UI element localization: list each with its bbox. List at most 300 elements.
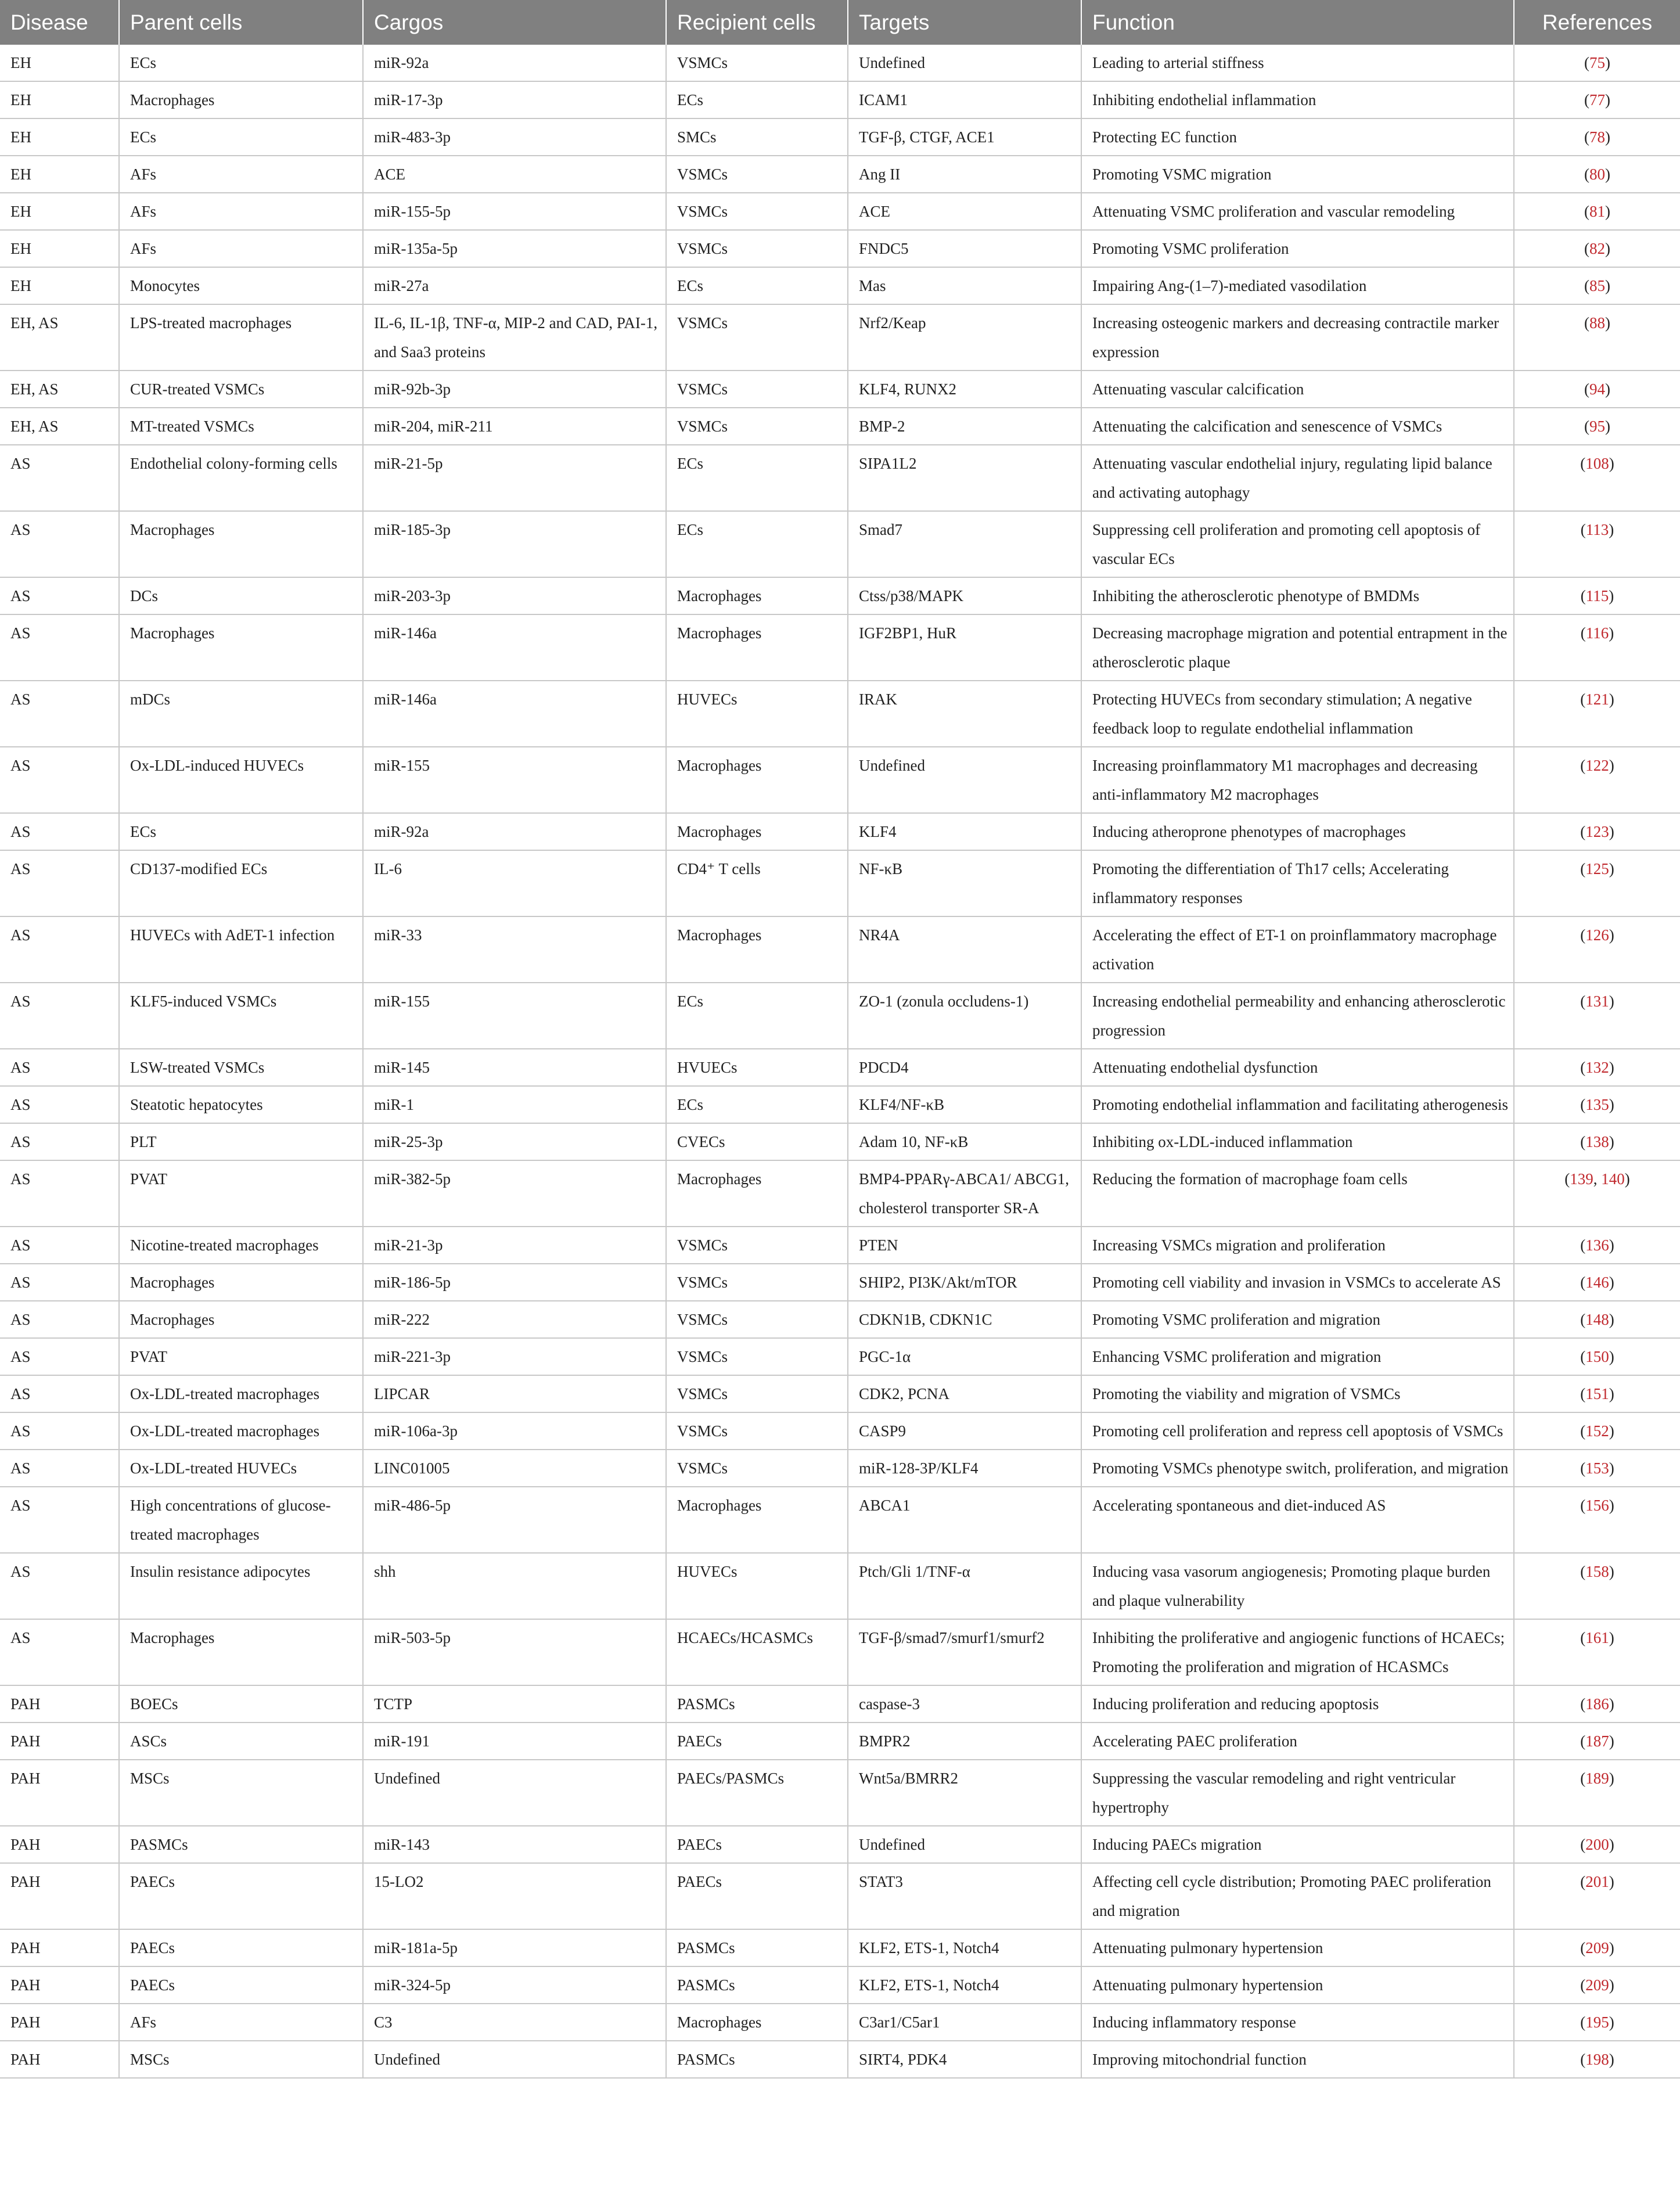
- cell-function: Inducing proliferation and reducing apoptosis: [1081, 1685, 1514, 1723]
- cell-cargos: miR-21-5p: [363, 445, 666, 511]
- cell-targets: CASP9: [848, 1412, 1081, 1450]
- cell-targets: caspase-3: [848, 1685, 1081, 1723]
- cell-disease: EH, AS: [0, 408, 119, 445]
- cell-targets: BMPR2: [848, 1723, 1081, 1760]
- table-row: [0, 2004, 1680, 2041]
- cell-references: (186): [1514, 1685, 1680, 1723]
- cell-references: (121): [1514, 681, 1680, 747]
- cell-targets: Adam 10, NF-κB: [848, 1123, 1081, 1160]
- cell-parent-cells: AFs: [119, 193, 363, 230]
- table-row: [0, 916, 1680, 983]
- cell-function: Suppressing the vascular remodeling and right ventricular hypertrophy: [1081, 1760, 1514, 1826]
- cell-disease: AS: [0, 511, 119, 577]
- reference-link[interactable]: 132: [1585, 1059, 1609, 1076]
- cell-disease: AS: [0, 1487, 119, 1553]
- cell-recipient-cells: HCAECs/HCASMCs: [666, 1619, 848, 1685]
- cell-disease: AS: [0, 1450, 119, 1487]
- cell-recipient-cells: VSMCs: [666, 408, 848, 445]
- cell-function: Accelerating spontaneous and diet-induced AS: [1081, 1487, 1514, 1553]
- cell-parent-cells: PAECs: [119, 1929, 363, 1966]
- cell-references: (122): [1514, 747, 1680, 813]
- cell-cargos: miR-155: [363, 747, 666, 813]
- cell-references: (88): [1514, 304, 1680, 371]
- cell-targets: CDKN1B, CDKN1C: [848, 1301, 1081, 1338]
- cell-function: Inducing atheroprone phenotypes of macrophages: [1081, 813, 1514, 850]
- cell-targets: SHIP2, PI3K/Akt/mTOR: [848, 1264, 1081, 1301]
- cell-recipient-cells: PAECs: [666, 1723, 848, 1760]
- table-row: [0, 813, 1680, 850]
- cell-function: Promoting VSMC proliferation: [1081, 230, 1514, 267]
- reference-link[interactable]: 156: [1585, 1497, 1609, 1514]
- header-row: [0, 0, 1680, 45]
- cell-function: Promoting VSMC migration: [1081, 156, 1514, 193]
- cell-disease: AS: [0, 1412, 119, 1450]
- cell-disease: AS: [0, 614, 119, 681]
- cell-recipient-cells: Macrophages: [666, 916, 848, 983]
- cell-parent-cells: ECs: [119, 45, 363, 81]
- cell-cargos: miR-135a-5p: [363, 230, 666, 267]
- cell-targets: PDCD4: [848, 1049, 1081, 1086]
- cell-recipient-cells: Macrophages: [666, 577, 848, 614]
- cell-targets: PTEN: [848, 1227, 1081, 1264]
- table-row: [0, 850, 1680, 916]
- table-row: [0, 2041, 1680, 2078]
- cell-references: (132): [1514, 1049, 1680, 1086]
- table-row: [0, 1412, 1680, 1450]
- cell-targets: Undefined: [848, 747, 1081, 813]
- table-row: [0, 1685, 1680, 1723]
- cell-cargos: miR-483-3p: [363, 118, 666, 156]
- cell-function: Increasing osteogenic markers and decreasing contractile marker expression: [1081, 304, 1514, 371]
- reference-link[interactable]: 150: [1585, 1348, 1609, 1365]
- reference-link[interactable]: 121: [1585, 691, 1609, 708]
- cell-references: (209): [1514, 1929, 1680, 1966]
- cell-recipient-cells: HVUECs: [666, 1049, 848, 1086]
- cell-targets: ZO-1 (zonula occludens-1): [848, 983, 1081, 1049]
- reference-link[interactable]: 186: [1585, 1695, 1609, 1713]
- cell-targets: BMP-2: [848, 408, 1081, 445]
- cell-recipient-cells: CVECs: [666, 1123, 848, 1160]
- cell-recipient-cells: VSMCs: [666, 230, 848, 267]
- cell-function: Promoting the differentiation of Th17 cells; Accelerating inflammatory responses: [1081, 850, 1514, 916]
- cell-function: Enhancing VSMC proliferation and migration: [1081, 1338, 1514, 1375]
- cell-recipient-cells: PASMCs: [666, 2041, 848, 2078]
- cell-cargos: miR-203-3p: [363, 577, 666, 614]
- cell-disease: PAH: [0, 2004, 119, 2041]
- cell-cargos: TCTP: [363, 1685, 666, 1723]
- cell-cargos: miR-185-3p: [363, 511, 666, 577]
- cell-parent-cells: Endothelial colony-forming cells: [119, 445, 363, 511]
- cell-targets: BMP4-PPARγ-ABCA1/ ABCG1, cholesterol transporter SR-A: [848, 1160, 1081, 1227]
- cell-references: (131): [1514, 983, 1680, 1049]
- cell-parent-cells: KLF5-induced VSMCs: [119, 983, 363, 1049]
- cell-function: Attenuating vascular calcification: [1081, 371, 1514, 408]
- cell-disease: EH: [0, 118, 119, 156]
- table-row: [0, 408, 1680, 445]
- cell-parent-cells: Macrophages: [119, 81, 363, 118]
- reference-link[interactable]: 122: [1585, 757, 1609, 774]
- cell-parent-cells: ECs: [119, 118, 363, 156]
- cell-disease: EH, AS: [0, 371, 119, 408]
- cell-disease: AS: [0, 577, 119, 614]
- reference-link[interactable]: 80: [1589, 166, 1605, 183]
- reference-link[interactable]: 209: [1585, 1939, 1609, 1957]
- cell-targets: ICAM1: [848, 81, 1081, 118]
- cell-cargos: 15-LO2: [363, 1863, 666, 1929]
- cell-disease: AS: [0, 1619, 119, 1685]
- cell-parent-cells: PLT: [119, 1123, 363, 1160]
- table-row: [0, 1264, 1680, 1301]
- cell-cargos: miR-25-3p: [363, 1123, 666, 1160]
- cell-references: (81): [1514, 193, 1680, 230]
- table-row: [0, 1760, 1680, 1826]
- reference-link[interactable]: 209: [1585, 1976, 1609, 1994]
- reference-link[interactable]: 200: [1585, 1836, 1609, 1853]
- cell-function: Increasing proinflammatory M1 macrophages and decreasing anti-inflammatory M2 macrophages: [1081, 747, 1514, 813]
- cell-function: Promoting cell viability and invasion in VSMCs to accelerate AS: [1081, 1264, 1514, 1301]
- table-row: [0, 1301, 1680, 1338]
- cell-recipient-cells: ECs: [666, 267, 848, 304]
- table-row: [0, 1553, 1680, 1619]
- cell-disease: EH: [0, 45, 119, 81]
- cell-disease: EH: [0, 267, 119, 304]
- reference-link[interactable]: 85: [1589, 277, 1605, 294]
- cell-references: (148): [1514, 1301, 1680, 1338]
- table-row: [0, 1338, 1680, 1375]
- cell-references: (201): [1514, 1863, 1680, 1929]
- table-row: [0, 681, 1680, 747]
- reference-link[interactable]: 153: [1585, 1459, 1609, 1477]
- cell-recipient-cells: VSMCs: [666, 1450, 848, 1487]
- reference-link[interactable]: 140: [1601, 1170, 1625, 1188]
- cell-function: Decreasing macrophage migration and potential entrapment in the atherosclerotic plaque: [1081, 614, 1514, 681]
- cell-references: (195): [1514, 2004, 1680, 2041]
- header-parent-cells: Parent cells: [119, 0, 363, 45]
- cell-cargos: miR-486-5p: [363, 1487, 666, 1553]
- cell-disease: AS: [0, 916, 119, 983]
- cell-function: Reducing the formation of macrophage foam cells: [1081, 1160, 1514, 1227]
- cell-references: (153): [1514, 1450, 1680, 1487]
- cell-targets: miR-128-3P/KLF4: [848, 1450, 1081, 1487]
- reference-link[interactable]: 77: [1589, 91, 1605, 109]
- reference-link[interactable]: 115: [1585, 587, 1609, 605]
- table-row: [0, 45, 1680, 81]
- cell-parent-cells: Ox-LDL-treated macrophages: [119, 1412, 363, 1450]
- cell-cargos: IL-6: [363, 850, 666, 916]
- cell-cargos: miR-503-5p: [363, 1619, 666, 1685]
- cell-function: Increasing endothelial permeability and enhancing atherosclerotic progression: [1081, 983, 1514, 1049]
- table-row: [0, 193, 1680, 230]
- cell-recipient-cells: VSMCs: [666, 193, 848, 230]
- table-row: [0, 1160, 1680, 1227]
- cell-targets: STAT3: [848, 1863, 1081, 1929]
- cell-disease: AS: [0, 1301, 119, 1338]
- cell-cargos: miR-146a: [363, 681, 666, 747]
- reference-link[interactable]: 78: [1589, 128, 1605, 146]
- cell-targets: Undefined: [848, 1826, 1081, 1863]
- cell-recipient-cells: Macrophages: [666, 2004, 848, 2041]
- cell-references: (187): [1514, 1723, 1680, 1760]
- cell-targets: Ctss/p38/MAPK: [848, 577, 1081, 614]
- cell-targets: NR4A: [848, 916, 1081, 983]
- reference-link[interactable]: 158: [1585, 1563, 1609, 1580]
- table-row: [0, 1086, 1680, 1123]
- cell-disease: EH: [0, 193, 119, 230]
- cell-recipient-cells: Macrophages: [666, 747, 848, 813]
- table-row: [0, 747, 1680, 813]
- cell-function: Inhibiting the proliferative and angiogenic functions of HCAECs; Promoting the proliferation and migration of HCASMCs: [1081, 1619, 1514, 1685]
- cell-function: Inducing vasa vasorum angiogenesis; Promoting plaque burden and plaque vulnerability: [1081, 1553, 1514, 1619]
- cell-recipient-cells: ECs: [666, 511, 848, 577]
- cell-targets: Wnt5a/BMRR2: [848, 1760, 1081, 1826]
- cell-disease: AS: [0, 1123, 119, 1160]
- cell-parent-cells: PVAT: [119, 1338, 363, 1375]
- cell-references: (115): [1514, 577, 1680, 614]
- cell-function: Impairing Ang-(1–7)-mediated vasodilation: [1081, 267, 1514, 304]
- cell-recipient-cells: PASMCs: [666, 1929, 848, 1966]
- cell-function: Affecting cell cycle distribution; Promoting PAEC proliferation and migration: [1081, 1863, 1514, 1929]
- cell-parent-cells: Macrophages: [119, 511, 363, 577]
- cell-references: (138): [1514, 1123, 1680, 1160]
- cell-references: (209): [1514, 1966, 1680, 2004]
- cell-references: (136): [1514, 1227, 1680, 1264]
- cell-targets: CDK2, PCNA: [848, 1375, 1081, 1412]
- reference-link[interactable]: 148: [1585, 1311, 1609, 1328]
- table-row: [0, 1049, 1680, 1086]
- cell-disease: EH: [0, 156, 119, 193]
- cell-function: Promoting cell proliferation and repress cell apoptosis of VSMCs: [1081, 1412, 1514, 1450]
- cell-references: (116): [1514, 614, 1680, 681]
- cell-disease: AS: [0, 1375, 119, 1412]
- reference-link[interactable]: 116: [1585, 624, 1609, 642]
- cell-references: (150): [1514, 1338, 1680, 1375]
- cell-function: Protecting EC function: [1081, 118, 1514, 156]
- cell-targets: TGF-β, CTGF, ACE1: [848, 118, 1081, 156]
- header-function: Function: [1081, 0, 1514, 45]
- reference-link[interactable]: 138: [1585, 1133, 1609, 1150]
- cell-parent-cells: MSCs: [119, 1760, 363, 1826]
- reference-link[interactable]: 195: [1585, 2013, 1609, 2031]
- reference-link[interactable]: 131: [1585, 993, 1609, 1010]
- cell-disease: PAH: [0, 1723, 119, 1760]
- cell-cargos: miR-143: [363, 1826, 666, 1863]
- cell-function: Promoting VSMC proliferation and migration: [1081, 1301, 1514, 1338]
- cell-disease: AS: [0, 445, 119, 511]
- cell-recipient-cells: VSMCs: [666, 371, 848, 408]
- reference-link[interactable]: 152: [1585, 1422, 1609, 1440]
- cell-cargos: miR-222: [363, 1301, 666, 1338]
- reference-link[interactable]: 94: [1589, 380, 1605, 398]
- cell-parent-cells: AFs: [119, 230, 363, 267]
- cell-references: (139, 140): [1514, 1160, 1680, 1227]
- table-header: [0, 0, 1680, 45]
- cell-cargos: miR-145: [363, 1049, 666, 1086]
- cell-function: Attenuating the calcification and senescence of VSMCs: [1081, 408, 1514, 445]
- cell-recipient-cells: VSMCs: [666, 1264, 848, 1301]
- cell-recipient-cells: Macrophages: [666, 1487, 848, 1553]
- cell-cargos: Undefined: [363, 1760, 666, 1826]
- cell-cargos: miR-191: [363, 1723, 666, 1760]
- cell-parent-cells: MT-treated VSMCs: [119, 408, 363, 445]
- table-row: [0, 1487, 1680, 1553]
- reference-link[interactable]: 123: [1585, 823, 1609, 840]
- table-row: [0, 577, 1680, 614]
- table-body: [0, 45, 1680, 2078]
- cell-targets: Ptch/Gli 1/TNF-α: [848, 1553, 1081, 1619]
- cell-cargos: IL-6, IL-1β, TNF-α, MIP-2 and CAD, PAI-1, and Saa3 proteins: [363, 304, 666, 371]
- reference-link[interactable]: 187: [1585, 1732, 1609, 1750]
- cell-disease: PAH: [0, 1685, 119, 1723]
- table-row: [0, 1863, 1680, 1929]
- reference-link[interactable]: 95: [1589, 418, 1605, 435]
- cell-disease: PAH: [0, 1966, 119, 2004]
- cell-parent-cells: DCs: [119, 577, 363, 614]
- header-disease: Disease: [0, 0, 119, 45]
- cell-recipient-cells: PAECs/PASMCs: [666, 1760, 848, 1826]
- cell-disease: PAH: [0, 2041, 119, 2078]
- cell-targets: KLF2, ETS-1, Notch4: [848, 1966, 1081, 2004]
- cell-targets: TGF-β/smad7/smurf1/smurf2: [848, 1619, 1081, 1685]
- cell-recipient-cells: VSMCs: [666, 1375, 848, 1412]
- cell-recipient-cells: PAECs: [666, 1826, 848, 1863]
- reference-link[interactable]: 135: [1585, 1096, 1609, 1113]
- cell-function: Promoting VSMCs phenotype switch, proliferation, and migration: [1081, 1450, 1514, 1487]
- cell-references: (95): [1514, 408, 1680, 445]
- cell-parent-cells: HUVECs with AdET-1 infection: [119, 916, 363, 983]
- reference-link[interactable]: 126: [1585, 926, 1609, 944]
- table-row: [0, 118, 1680, 156]
- cell-targets: IRAK: [848, 681, 1081, 747]
- cell-parent-cells: Macrophages: [119, 614, 363, 681]
- cell-parent-cells: High concentrations of glucose-treated macrophages: [119, 1487, 363, 1553]
- cell-cargos: miR-27a: [363, 267, 666, 304]
- cell-parent-cells: BOECs: [119, 1685, 363, 1723]
- cell-parent-cells: PVAT: [119, 1160, 363, 1227]
- cell-disease: AS: [0, 1086, 119, 1123]
- cell-references: (161): [1514, 1619, 1680, 1685]
- cell-targets: Mas: [848, 267, 1081, 304]
- reference-link[interactable]: 151: [1585, 1385, 1609, 1403]
- cell-function: Accelerating the effect of ET-1 on proinflammatory macrophage activation: [1081, 916, 1514, 983]
- cell-targets: NF-κB: [848, 850, 1081, 916]
- cell-references: (152): [1514, 1412, 1680, 1450]
- cell-parent-cells: LSW-treated VSMCs: [119, 1049, 363, 1086]
- table-row: [0, 1723, 1680, 1760]
- cell-recipient-cells: VSMCs: [666, 1338, 848, 1375]
- cell-references: (126): [1514, 916, 1680, 983]
- cell-function: Attenuating pulmonary hypertension: [1081, 1929, 1514, 1966]
- cell-targets: SIRT4, PDK4: [848, 2041, 1081, 2078]
- cell-references: (123): [1514, 813, 1680, 850]
- table-row: [0, 983, 1680, 1049]
- reference-link[interactable]: 125: [1585, 860, 1609, 878]
- cell-recipient-cells: PAECs: [666, 1863, 848, 1929]
- reference-link[interactable]: 113: [1585, 521, 1609, 538]
- reference-link[interactable]: 189: [1585, 1770, 1609, 1787]
- reference-link[interactable]: 82: [1589, 240, 1605, 257]
- reference-link[interactable]: 161: [1585, 1629, 1609, 1646]
- cell-parent-cells: CUR-treated VSMCs: [119, 371, 363, 408]
- reference-link[interactable]: 108: [1585, 455, 1609, 472]
- table-row: [0, 1929, 1680, 1966]
- reference-link[interactable]: 198: [1585, 2051, 1609, 2068]
- cell-references: (151): [1514, 1375, 1680, 1412]
- cell-disease: EH: [0, 230, 119, 267]
- cell-disease: AS: [0, 681, 119, 747]
- cell-function: Improving mitochondrial function: [1081, 2041, 1514, 2078]
- table-row: [0, 1123, 1680, 1160]
- cell-parent-cells: MSCs: [119, 2041, 363, 2078]
- table-row: [0, 267, 1680, 304]
- cell-function: Attenuating VSMC proliferation and vascular remodeling: [1081, 193, 1514, 230]
- cell-cargos: miR-146a: [363, 614, 666, 681]
- reference-link[interactable]: 136: [1585, 1236, 1609, 1254]
- cell-cargos: C3: [363, 2004, 666, 2041]
- cell-parent-cells: PASMCs: [119, 1826, 363, 1863]
- cell-targets: Ang II: [848, 156, 1081, 193]
- cell-targets: Undefined: [848, 45, 1081, 81]
- cell-references: (135): [1514, 1086, 1680, 1123]
- cell-parent-cells: Steatotic hepatocytes: [119, 1086, 363, 1123]
- cell-recipient-cells: ECs: [666, 81, 848, 118]
- cell-recipient-cells: VSMCs: [666, 156, 848, 193]
- cell-parent-cells: ASCs: [119, 1723, 363, 1760]
- reference-link[interactable]: 201: [1585, 1873, 1609, 1890]
- cell-function: Inhibiting endothelial inflammation: [1081, 81, 1514, 118]
- cell-function: Inhibiting ox-LDL-induced inflammation: [1081, 1123, 1514, 1160]
- cell-cargos: miR-324-5p: [363, 1966, 666, 2004]
- cell-function: Attenuating endothelial dysfunction: [1081, 1049, 1514, 1086]
- cell-recipient-cells: HUVECs: [666, 681, 848, 747]
- cell-references: (85): [1514, 267, 1680, 304]
- cell-parent-cells: mDCs: [119, 681, 363, 747]
- cell-function: Protecting HUVECs from secondary stimulation; A negative feedback loop to regulate endothelial inflammation: [1081, 681, 1514, 747]
- reference-link[interactable]: 146: [1585, 1274, 1609, 1291]
- cell-recipient-cells: Macrophages: [666, 1160, 848, 1227]
- cell-cargos: miR-17-3p: [363, 81, 666, 118]
- cell-cargos: miR-204, miR-211: [363, 408, 666, 445]
- reference-link[interactable]: 81: [1589, 203, 1605, 220]
- cell-disease: AS: [0, 1049, 119, 1086]
- cell-function: Accelerating PAEC proliferation: [1081, 1723, 1514, 1760]
- cell-references: (75): [1514, 45, 1680, 81]
- reference-link[interactable]: 139: [1570, 1170, 1593, 1188]
- cell-function: Leading to arterial stiffness: [1081, 45, 1514, 81]
- cell-references: (77): [1514, 81, 1680, 118]
- cell-references: (198): [1514, 2041, 1680, 2078]
- reference-link[interactable]: 75: [1589, 54, 1605, 71]
- table-row: [0, 1619, 1680, 1685]
- cell-references: (156): [1514, 1487, 1680, 1553]
- cell-parent-cells: AFs: [119, 156, 363, 193]
- cell-targets: FNDC5: [848, 230, 1081, 267]
- cell-cargos: miR-155-5p: [363, 193, 666, 230]
- table-row: [0, 156, 1680, 193]
- cell-cargos: miR-92b-3p: [363, 371, 666, 408]
- cell-targets: PGC-1α: [848, 1338, 1081, 1375]
- cell-recipient-cells: ECs: [666, 445, 848, 511]
- cell-cargos: LIPCAR: [363, 1375, 666, 1412]
- cell-cargos: miR-181a-5p: [363, 1929, 666, 1966]
- reference-link[interactable]: 88: [1589, 314, 1605, 332]
- header-recipient-cells: Recipient cells: [666, 0, 848, 45]
- cell-references: (108): [1514, 445, 1680, 511]
- cell-targets: KLF4: [848, 813, 1081, 850]
- table-row: [0, 1450, 1680, 1487]
- cell-cargos: miR-106a-3p: [363, 1412, 666, 1450]
- cell-targets: KLF4/NF-κB: [848, 1086, 1081, 1123]
- cell-parent-cells: ECs: [119, 813, 363, 850]
